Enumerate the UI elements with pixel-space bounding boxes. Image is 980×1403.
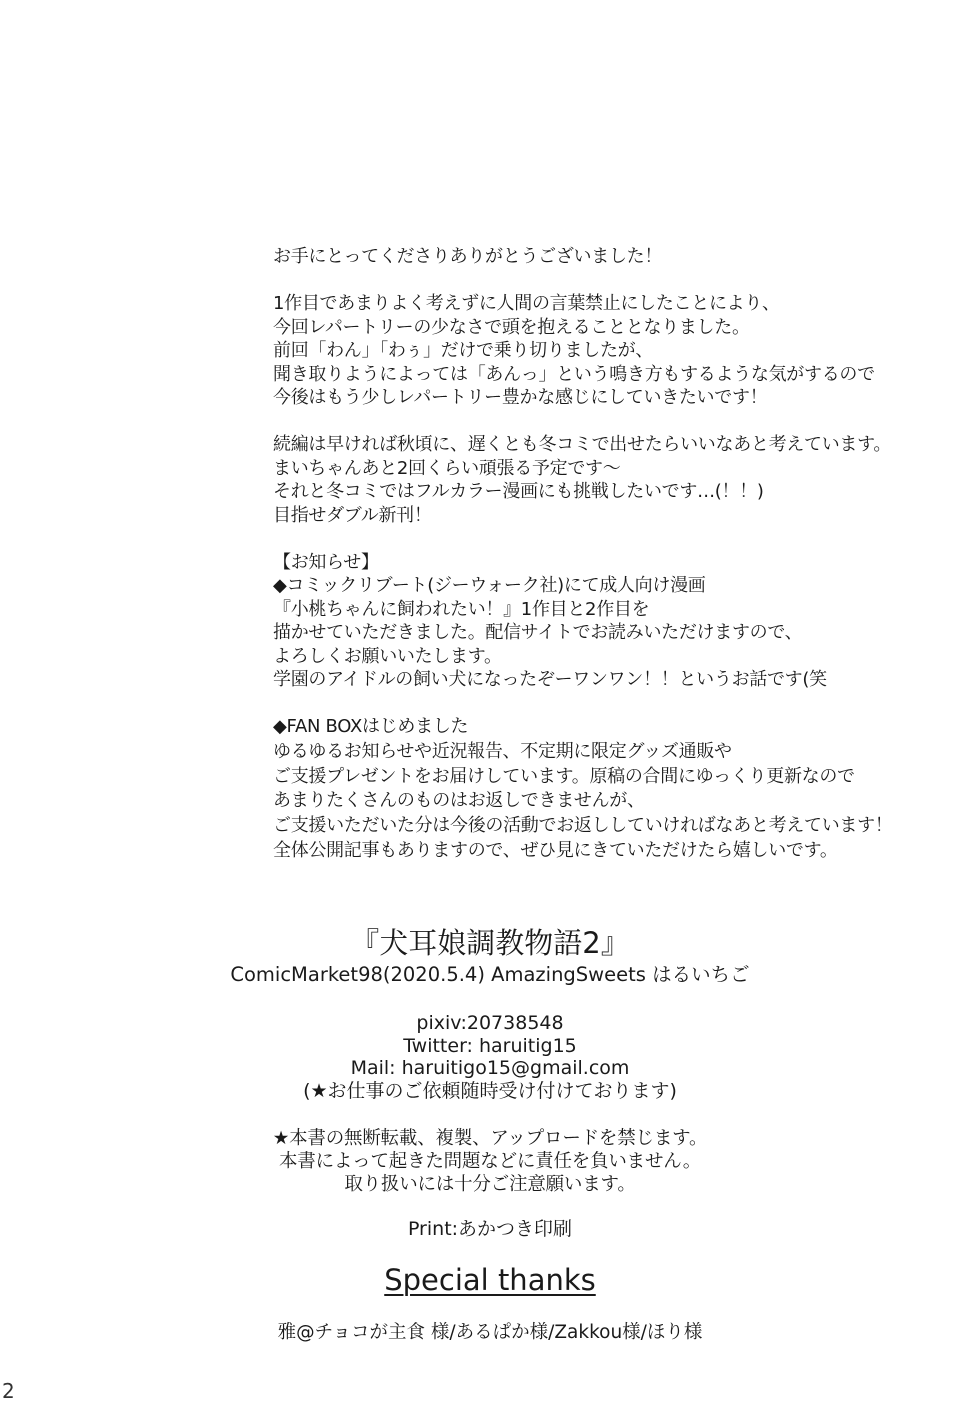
afterword-text: [273, 245, 963, 864]
notice-heading: 【お知らせ】: [273, 551, 379, 573]
event-line-text: ComicMarket98(2020.5.4) AmazingSweets はるいちご: [230, 963, 750, 986]
text-line: ご支援いただいた分は今後の活動でお返ししていければなあと考えています！: [273, 815, 893, 837]
text-line: あまりたくさんのものはお返しできませんが、: [273, 790, 645, 812]
special-thanks-heading: [0, 1262, 980, 1298]
text-line: ◆コミックリブート(ジーウォーク社)にて成人向け漫画: [273, 575, 706, 596]
text-line: 続編は早ければ秋頃に、遅くとも冬コミで出せたらいいなあと考えています。: [273, 434, 892, 455]
text-line: 描かせていただきました。配信サイトでお読みいただけますので、: [273, 622, 803, 643]
text-line: よろしくお願いいたします。: [273, 645, 502, 667]
special-thanks-list: [0, 1321, 980, 1345]
text-line: 前回「わん」「わぅ」だけで乗り切りましたが、: [273, 340, 654, 361]
special-thanks-heading-text: Special thanks: [384, 1263, 596, 1297]
text-line: 『小桃ちゃんに飼われたい！』1作目と2作目を: [273, 598, 650, 620]
paragraph-gap: [273, 527, 963, 551]
printer-credit-text: Print:あかつき印刷: [407, 1218, 573, 1240]
book-title-text: 『犬耳娘調教物語2』: [350, 926, 630, 960]
paragraph-gap: [273, 269, 963, 293]
paragraph-gap: [273, 410, 963, 434]
text-line: 1作目であまりよく考えずに人間の言葉禁止にしたことにより、: [273, 293, 780, 314]
event-line: [0, 963, 980, 987]
paragraph-gap: [273, 692, 963, 716]
twitter-handle: Twitter: haruitig15: [403, 1034, 577, 1057]
text-line: 今回レパートリーの少なさで頭を抱えることとなりました。: [273, 316, 750, 338]
contact-info: [0, 1012, 980, 1102]
notice-line: 取り扱いには十分ご注意願います。: [344, 1174, 636, 1195]
text-line: 全体公開記事もありますので、ぜひ見にきていただけたら嬉しいです。: [273, 839, 838, 861]
commission-note: (★お仕事のご依頼随時受け付けております): [303, 1079, 677, 1102]
special-thanks-names: 雅@チョコが主食 様/あるぱか様/Zakkou様/ほり様: [277, 1322, 703, 1343]
text-line: 聞き取りようによっては「あんっ」という鳴き方もするような気がするので: [273, 363, 875, 385]
greeting-line: お手にとってくださりありがとうございました！: [273, 246, 663, 267]
page-number: 2: [2, 1379, 15, 1403]
text-line: まいちゃんあと2回くらい頑張る予定です～: [273, 457, 621, 479]
mail-address: Mail: haruitigo15@gmail.com: [350, 1057, 630, 1079]
notice-line: 本書によって起きた問題などに責任を負いません。: [278, 1151, 701, 1172]
printer-credit: [0, 1217, 980, 1241]
notice-fanbox: [273, 715, 963, 864]
pixiv-id: pixiv:20738548: [416, 1012, 564, 1034]
text-line: 目指せダブル新刊！: [273, 504, 432, 526]
legal-notices: [0, 1127, 980, 1196]
paragraph-sequel: [273, 433, 963, 527]
notice-line: ★本書の無断転載、複製、アップロードを禁じます。: [272, 1128, 708, 1149]
text-line: それと冬コミではフルカラー漫画にも挑戦したいです…(！！): [273, 481, 764, 502]
text-line: ゆるゆるお知らせや近況報告、不定期に限定グッズ通販や: [273, 740, 732, 762]
text-line: ご支援プレゼントをお届けしています。原稿の合間にゆっくり更新なので: [273, 765, 855, 787]
text-line: 今後はもう少しレパートリー豊かな感じにしていきたいです！: [273, 387, 768, 408]
paragraph-first-work: [273, 292, 963, 410]
book-title: [0, 926, 980, 960]
text-line: ◆FAN BOXはじめました: [273, 716, 469, 737]
notice-comic-reboot: [273, 574, 963, 692]
text-line: 学園のアイドルの飼い犬になったぞーワンワン！！というお話です(笑: [273, 669, 827, 690]
